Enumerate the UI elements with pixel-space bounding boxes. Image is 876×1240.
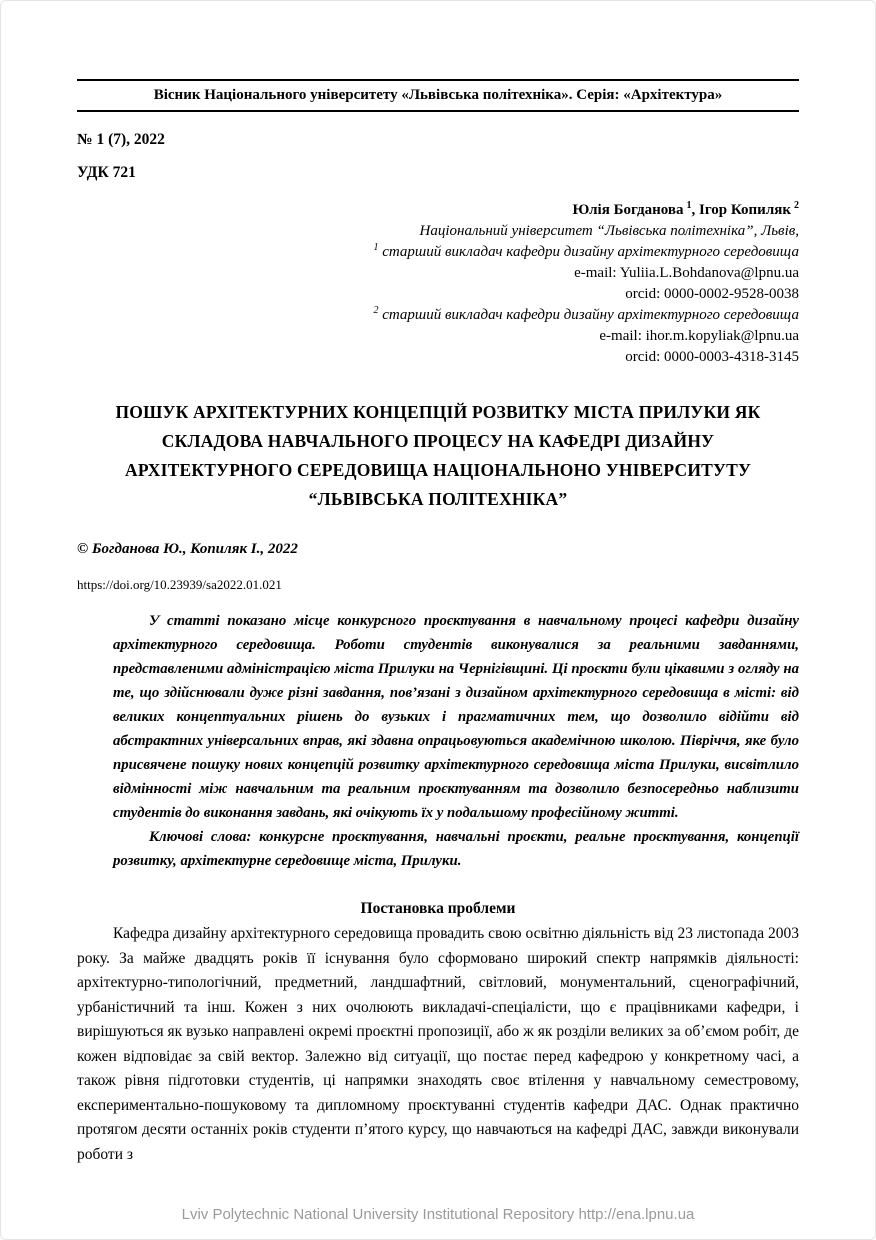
author-names (77, 200, 799, 221)
abstract-paragraph: У статті показано місце конкурсного проєктування в навчальному процесі кафедри дизайну архітектурного середовища. Роботи студентів виконувалися за реальними завданнями, представленими адміністрацією міста Прилуки на Чернігівщині. Ці проєкти були цікавими з огляду на те, що здійснювали дуже різні завдання, пов’язані з дизайном архітектурного середовища в місті: від великих концептуальних рішень до вузьких і прагматичних тем, що дозволило відійти від абстрактних універсальних вправ, які здавна опрацьовуються академічною школою. Півріччя, яке було присвячене пошуку нових концепцій розвитку архітектурного середовища міста Прилуки, висвітлило відмінності між навчальним та реальним проєктуванням та дозволило безпосередньо наблизити студентів до виконання завдань, які очікують їх у подальшому професійному житті. (113, 613, 799, 821)
author-2-role-text: старший викладач кафедри дизайну архітектурного середовища (382, 307, 799, 323)
copyright-line: © Богданова Ю., Копиляк І., 2022 (77, 541, 298, 557)
role-2-mark: 2 (373, 305, 379, 316)
author-1-email: e-mail: Yuliia.L.Bohdanova@lpnu.ua (574, 265, 799, 281)
author-name-separator: , (691, 202, 700, 218)
author-1-role-text: старший викладач кафедри дизайну архітектурного середовища (382, 244, 799, 260)
author-2-orcid: orcid: 0000-0003-4318-3145 (625, 349, 799, 365)
author-1-role (77, 242, 799, 263)
issue-number: № 1 (7), 2022 (77, 131, 165, 148)
repository-footer: Lviv Polytechnic National University Institutional Repository http://ena.lpnu.ua (1, 1206, 875, 1223)
journal-header: Вісник Національного університету «Львівська політехніка». Серія: «Архітектура» (77, 79, 799, 112)
author-1-affiliation-mark: 1 (686, 200, 692, 211)
affiliation: Національний університет “Львівська політехніка”, Львів, (419, 223, 799, 239)
author-2-role (77, 305, 799, 326)
keywords-label: Ключові слова: (149, 829, 252, 845)
author-name-2: Ігор Копиляк (699, 202, 791, 218)
role-1-mark: 1 (373, 242, 379, 253)
keywords-paragraph (113, 825, 799, 873)
keywords-list: конкурсне проєктування, навчальні проєкти, реальне проєктування, концепції розвитку, архітектурне середовище міста, Прилуки. (113, 829, 800, 869)
body-paragraph: Кафедра дизайну архітектурного середовища провадить свою освітню діяльність від 23 листопада 2003 року. За майже двадцять років її існування було сформовано широкий спектр напрямків діяльності: архітектурно-типологічний, предметний, ландшафтний, світловий, монументальний, сценографічний, урбаністичний та інш. Кожен з них очолюють викладачі-спеціалісти, що є працівниками кафедри, і вирішуються як вузько направлені окремі проєктні пропозиції, або ж як розділи великих за об’ємом робіт, де кожен відповідає за свій вектор. Залежно від ситуації, що постає перед кафедрою у конкретному часі, а також рівня підготовки студентів, ці напрямки знаходять своє втілення у навчальному семестровому, експериментально-пошуковому та дипломному проєктуванні студентів кафедри ДАС. Однак практично протягом десяти останніх років студенти п’ятого курсу, що навчаються на кафедрі ДАС, завжди виконували роботи з (77, 925, 799, 1163)
authors-block (77, 200, 799, 368)
article-title: ПОШУК АРХІТЕКТУРНИХ КОНЦЕПЦІЙ РОЗВИТКУ МІСТА ПРИЛУКИ ЯК СКЛАДОВА НАВЧАЛЬНОГО ПРОЦЕСУ НА КАФЕДРІ ДИЗАЙНУ АРХІТЕКТУРНОГО СЕРЕДОВИЩА НАЦІОНАЛЬНОНО УНІВЕРСИТУТУ “ЛЬВІВСЬКА ПОЛІТЕХНІКА” (115, 402, 761, 509)
udc-code: УДК 721 (77, 164, 136, 181)
doi-link: https://doi.org/10.23939/sa2022.01.021 (77, 577, 282, 592)
author-name-1: Юлія Богданова (572, 202, 684, 218)
section-heading: Постановка проблеми (360, 900, 516, 917)
author-2-email: e-mail: ihor.m.kopyliak@lpnu.ua (599, 328, 799, 344)
author-2-affiliation-mark: 2 (794, 200, 799, 211)
author-1-orcid: orcid: 0000-0002-9528-0038 (625, 286, 799, 302)
